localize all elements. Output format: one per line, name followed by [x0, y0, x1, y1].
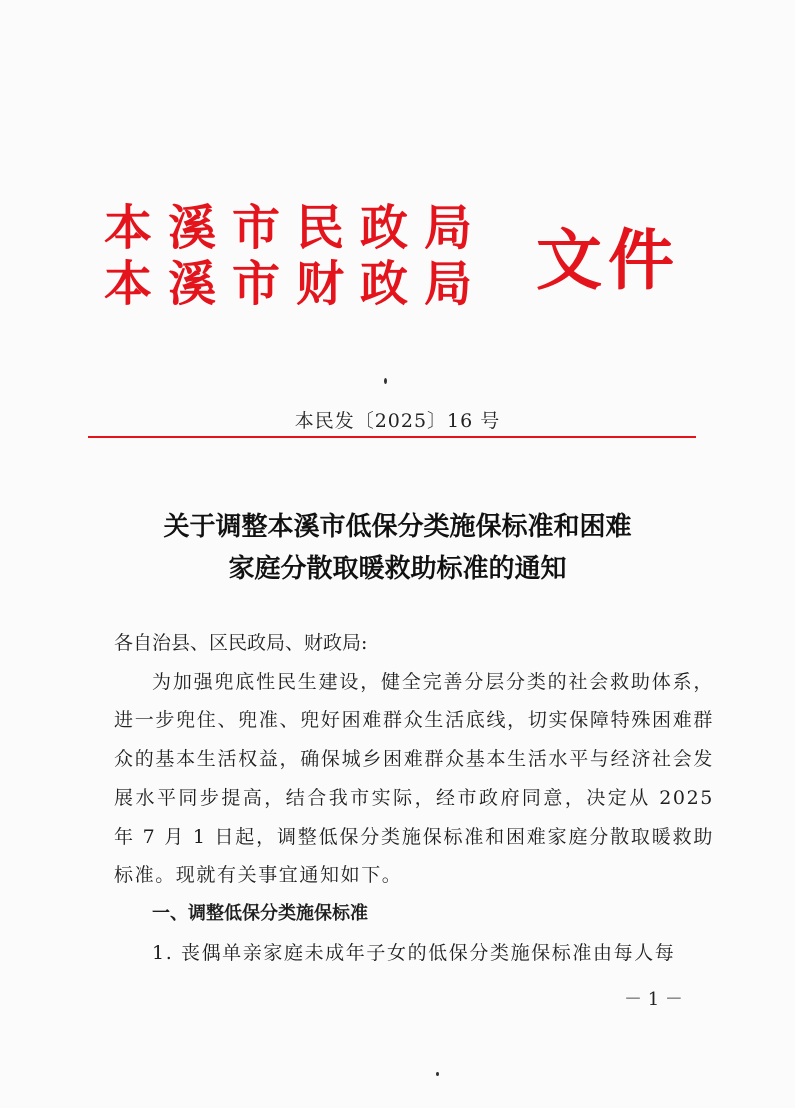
- issuer-line-2: 本溪市财政局: [104, 256, 489, 312]
- salutation: 各自治县、区民政局、财政局:: [114, 632, 368, 654]
- section-heading-1: 一、调整低保分类施保标准: [152, 902, 368, 924]
- page-number: － 1 －: [624, 989, 683, 1010]
- document-title: [0, 506, 795, 590]
- title-line-2: 家庭分散取暖救助标准的通知: [228, 554, 567, 584]
- scan-speck: [384, 378, 387, 384]
- red-separator-line: [88, 436, 696, 438]
- document-header: [104, 200, 704, 320]
- title-line-1: 关于调整本溪市低保分类施保标准和困难: [163, 512, 632, 542]
- issuer-block: [104, 200, 488, 312]
- document-number: 本民发〔2025〕16 号: [294, 410, 501, 432]
- paragraph-1: 为加强兜底性民生建设，健全完善分层分类的社会救助体系，进一步兜住、兜准、兜好困难群众生活底线，切实保障特殊困难群众的基本生活权益，确保城乡困难群众基本生活水平与经济社会发展水平同步提高，结合我市实际，经市政府同意，决定从 2025 年 7 月 1 日起，调整低保分类施保标准和困难家庭分散取暖救助标准。现就有关事宜通知如下。: [114, 670, 714, 887]
- document-type-label: 文件: [536, 221, 680, 299]
- document-body: [114, 624, 714, 972]
- issuer-line-1: 本溪市民政局: [104, 200, 489, 256]
- scan-speck-bottom: [436, 1072, 439, 1076]
- list-item-1: 1. 丧偶单亲家庭未成年子女的低保分类施保标准由每人每: [152, 941, 676, 964]
